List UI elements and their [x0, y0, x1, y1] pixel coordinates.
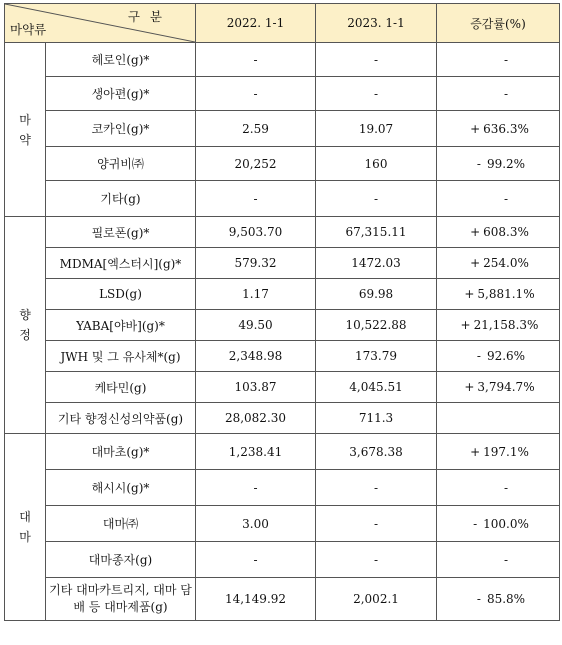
item-name: 해시시(g)* [46, 470, 196, 506]
change-rate: - [437, 181, 560, 217]
value-2023: 67,315.11 [316, 217, 437, 248]
value-2023: 2,002.1 [316, 578, 437, 621]
value-2022: - [196, 77, 316, 111]
group-narcotics: 마 약 [5, 43, 46, 217]
value-2023: 160 [316, 147, 437, 181]
header-2023: 2023. 1-1 [316, 4, 437, 43]
value-2022: 2,348.98 [196, 341, 316, 372]
value-2023: 173.79 [316, 341, 437, 372]
item-name: 필로폰(g)* [46, 217, 196, 248]
value-2022: 28,082.30 [196, 403, 316, 434]
item-name: 기타 향정신성의약품(g) [46, 403, 196, 434]
change-rate: + 3,794.7% [437, 372, 560, 403]
value-2023: - [316, 77, 437, 111]
change-rate: - 100.0% [437, 506, 560, 542]
value-2023: - [316, 181, 437, 217]
item-name: 코카인(g)* [46, 111, 196, 147]
change-rate: + 636.3% [437, 111, 560, 147]
value-2022: - [196, 181, 316, 217]
table-row [5, 248, 560, 279]
item-name: 생아편(g)* [46, 77, 196, 111]
item-name: 케타민(g) [46, 372, 196, 403]
item-name: 헤로인(g)* [46, 43, 196, 77]
header-category-label: 구 분 [127, 9, 165, 24]
value-2023: - [316, 43, 437, 77]
value-2023: 3,678.38 [316, 434, 437, 470]
change-rate: + 5,881.1% [437, 279, 560, 310]
table-row [5, 506, 560, 542]
item-name: YABA[야바](g)* [46, 310, 196, 341]
value-2022: 20,252 [196, 147, 316, 181]
value-2023: - [316, 542, 437, 578]
table-row [5, 111, 560, 147]
table-row [5, 403, 560, 434]
table-row [5, 372, 560, 403]
group-cannabis: 대 마 [5, 434, 46, 621]
item-name: 대마종자(g) [46, 542, 196, 578]
value-2022: 9,503.70 [196, 217, 316, 248]
value-2023: 10,522.88 [316, 310, 437, 341]
value-2022: 3.00 [196, 506, 316, 542]
table-row [5, 341, 560, 372]
table-row [5, 578, 560, 621]
value-2023: - [316, 506, 437, 542]
change-rate: + 21,158.3% [437, 310, 560, 341]
header-corner-cell [5, 4, 196, 43]
table-row [5, 279, 560, 310]
drug-seizure-table [4, 3, 560, 621]
change-rate: + 197.1% [437, 434, 560, 470]
header-2022: 2022. 1-1 [196, 4, 316, 43]
table-row [5, 470, 560, 506]
table-row [5, 434, 560, 470]
value-2022: 579.32 [196, 248, 316, 279]
table-row [5, 310, 560, 341]
change-rate [437, 403, 560, 434]
change-rate: - [437, 77, 560, 111]
value-2022: 49.50 [196, 310, 316, 341]
value-2022: 2.59 [196, 111, 316, 147]
value-2022: - [196, 470, 316, 506]
table-row [5, 43, 560, 77]
item-name: LSD(g) [46, 279, 196, 310]
change-rate: - 99.2% [437, 147, 560, 181]
value-2023: 69.98 [316, 279, 437, 310]
item-name: 기타 대마카트리지, 대마 담배 등 대마제품(g) [46, 578, 196, 621]
value-2023: 4,045.51 [316, 372, 437, 403]
table-row [5, 147, 560, 181]
header-change-rate: 증감률(%) [437, 4, 560, 43]
value-2022: 1.17 [196, 279, 316, 310]
group-psychotropics: 향 정 [5, 217, 46, 434]
value-2023: 19.07 [316, 111, 437, 147]
header-drug-type-label: 마약류 [10, 22, 47, 37]
value-2023: 1472.03 [316, 248, 437, 279]
change-rate: + 608.3% [437, 217, 560, 248]
table-row [5, 77, 560, 111]
value-2022: 103.87 [196, 372, 316, 403]
table-row [5, 217, 560, 248]
item-name: 대마㈜ [46, 506, 196, 542]
item-name: MDMA[엑스터시](g)* [46, 248, 196, 279]
table-row [5, 181, 560, 217]
value-2022: - [196, 43, 316, 77]
change-rate: - 85.8% [437, 578, 560, 621]
table-row [5, 542, 560, 578]
change-rate: - 92.6% [437, 341, 560, 372]
change-rate: - [437, 470, 560, 506]
change-rate: - [437, 542, 560, 578]
value-2023: - [316, 470, 437, 506]
item-name: 대마초(g)* [46, 434, 196, 470]
change-rate: + 254.0% [437, 248, 560, 279]
item-name: 양귀비㈜ [46, 147, 196, 181]
value-2022: 14,149.92 [196, 578, 316, 621]
item-name: JWH 및 그 유사체*(g) [46, 341, 196, 372]
value-2023: 711.3 [316, 403, 437, 434]
change-rate: - [437, 43, 560, 77]
value-2022: - [196, 542, 316, 578]
item-name: 기타(g) [46, 181, 196, 217]
value-2022: 1,238.41 [196, 434, 316, 470]
